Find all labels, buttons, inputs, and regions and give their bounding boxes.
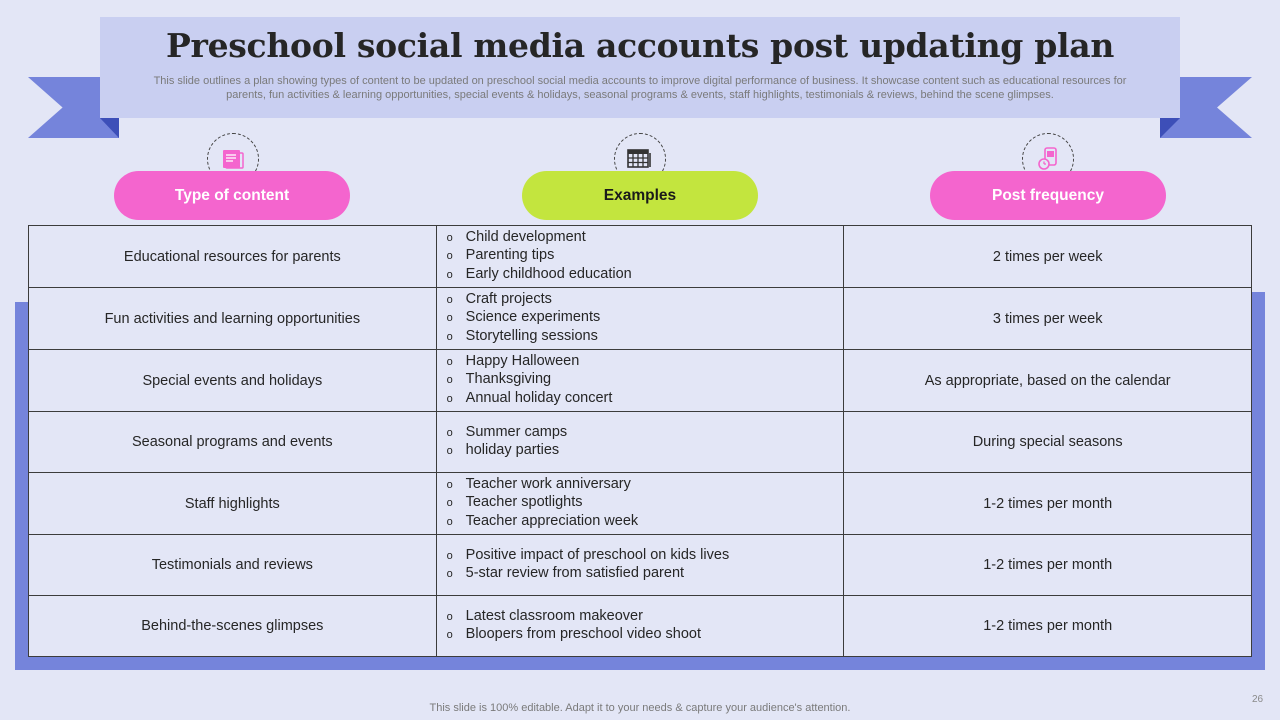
content-type-cell: Testimonials and reviews (29, 535, 437, 596)
frequency-cell: 1-2 times per month (844, 535, 1252, 596)
example-item (447, 442, 844, 461)
bullet-circle-icon: o (446, 231, 453, 244)
example-item (447, 266, 844, 285)
content-type-cell: Seasonal programs and events (29, 412, 437, 473)
example-text: Positive impact of preschool on kids lives (465, 546, 730, 563)
example-item (447, 476, 844, 495)
calendar-grid-icon (626, 148, 654, 170)
title-banner (100, 17, 1180, 118)
example-item (447, 547, 844, 566)
example-item (447, 371, 844, 390)
bullet-circle-icon: o (446, 250, 453, 263)
frequency-cell: 2 times per week (844, 226, 1252, 288)
phone-clock-icon (1036, 146, 1060, 172)
example-text: Happy Halloween (465, 352, 580, 369)
bullet-circle-icon: o (446, 515, 453, 528)
content-document-icon (220, 147, 246, 171)
example-item (447, 328, 844, 347)
example-text: Science experiments (465, 309, 601, 326)
frequency-cell: 3 times per week (844, 288, 1252, 350)
example-text: 5-star review from satisfied parent (465, 565, 685, 581)
examples-cell (436, 535, 844, 596)
bullet-circle-icon: o (446, 549, 453, 562)
example-text: Early childhood education (465, 265, 632, 282)
header-post-frequency: Post frequency (930, 171, 1166, 220)
bullet-circle-icon: o (446, 293, 453, 306)
frequency-cell: During special seasons (844, 412, 1252, 473)
example-item (447, 513, 844, 532)
example-text: Teacher work anniversary (465, 475, 631, 492)
content-plan-table (28, 225, 1252, 657)
examples-cell (436, 473, 844, 535)
example-text: Annual holiday concert (465, 389, 613, 406)
frequency-cell: 1-2 times per month (844, 473, 1252, 535)
page-number: 26 (1252, 694, 1264, 705)
bullet-circle-icon: o (446, 478, 453, 491)
bullet-circle-icon: o (446, 445, 453, 457)
example-text: Thanksgiving (465, 371, 552, 388)
example-item (447, 247, 844, 266)
example-item (447, 291, 844, 310)
example-item (447, 353, 844, 372)
slide-subtitle: This slide outlines a plan showing types of content to be updated on preschool social media accounts to improve digital performance of business. It showcase content such as educational resources for parents, fun activities & learning opportunities, special events & holidays, seasonal programs & events, staff highlights, testimonials & reviews, behind the scene glimpses. (153, 75, 1127, 101)
example-text: Craft projects (465, 290, 552, 307)
example-item (447, 494, 844, 513)
footer-note: This slide is 100% editable. Adapt it to your needs & capture your audience's attention. (429, 702, 851, 714)
table-row (29, 226, 1252, 288)
content-type-cell: Special events and holidays (29, 350, 437, 412)
example-item (447, 424, 844, 443)
examples-cell (436, 596, 844, 657)
table-row (29, 535, 1252, 596)
header-type-of-content: Type of content (114, 171, 350, 220)
example-item (447, 626, 844, 645)
table-row (29, 350, 1252, 412)
example-item (447, 390, 844, 409)
examples-cell (436, 226, 844, 288)
table-row (29, 288, 1252, 350)
table-row (29, 412, 1252, 473)
examples-cell (436, 412, 844, 473)
content-type-cell: Behind-the-scenes glimpses (29, 596, 437, 657)
example-text: Parenting tips (465, 247, 555, 264)
table-row (29, 596, 1252, 657)
backdrop-notch (15, 292, 29, 302)
bullet-circle-icon: o (446, 497, 453, 510)
slide-title: Preschool social media accounts post updating plan (165, 26, 1115, 65)
content-type-cell: Educational resources for parents (29, 226, 437, 288)
example-text: Storytelling sessions (465, 327, 598, 344)
examples-cell (436, 288, 844, 350)
bullet-circle-icon: o (446, 374, 453, 387)
table-row (29, 473, 1252, 535)
bullet-circle-icon: o (446, 312, 453, 325)
header-examples: Examples (522, 171, 758, 220)
examples-cell (436, 350, 844, 412)
bullet-circle-icon: o (446, 355, 453, 368)
example-text: Teacher spotlights (465, 494, 583, 511)
example-text: Bloopers from preschool video shoot (465, 626, 702, 642)
example-item (447, 309, 844, 328)
bullet-circle-icon: o (446, 610, 453, 623)
example-text: Latest classroom makeover (465, 607, 643, 624)
example-item (447, 565, 844, 584)
bullet-circle-icon: o (446, 426, 453, 439)
frequency-cell: 1-2 times per month (844, 596, 1252, 657)
bullet-circle-icon: o (446, 568, 453, 580)
bullet-circle-icon: o (446, 629, 453, 641)
example-text: holiday parties (465, 442, 560, 458)
example-text: Summer camps (465, 423, 568, 440)
content-type-cell: Staff highlights (29, 473, 437, 535)
bullet-circle-icon: o (446, 392, 453, 405)
example-item (447, 608, 844, 627)
frequency-cell: As appropriate, based on the calendar (844, 350, 1252, 412)
example-text: Child development (465, 228, 586, 245)
content-type-cell: Fun activities and learning opportunities (29, 288, 437, 350)
example-text: Teacher appreciation week (465, 512, 639, 529)
example-item (447, 229, 844, 248)
bullet-circle-icon: o (446, 268, 453, 281)
bullet-circle-icon: o (446, 330, 453, 343)
